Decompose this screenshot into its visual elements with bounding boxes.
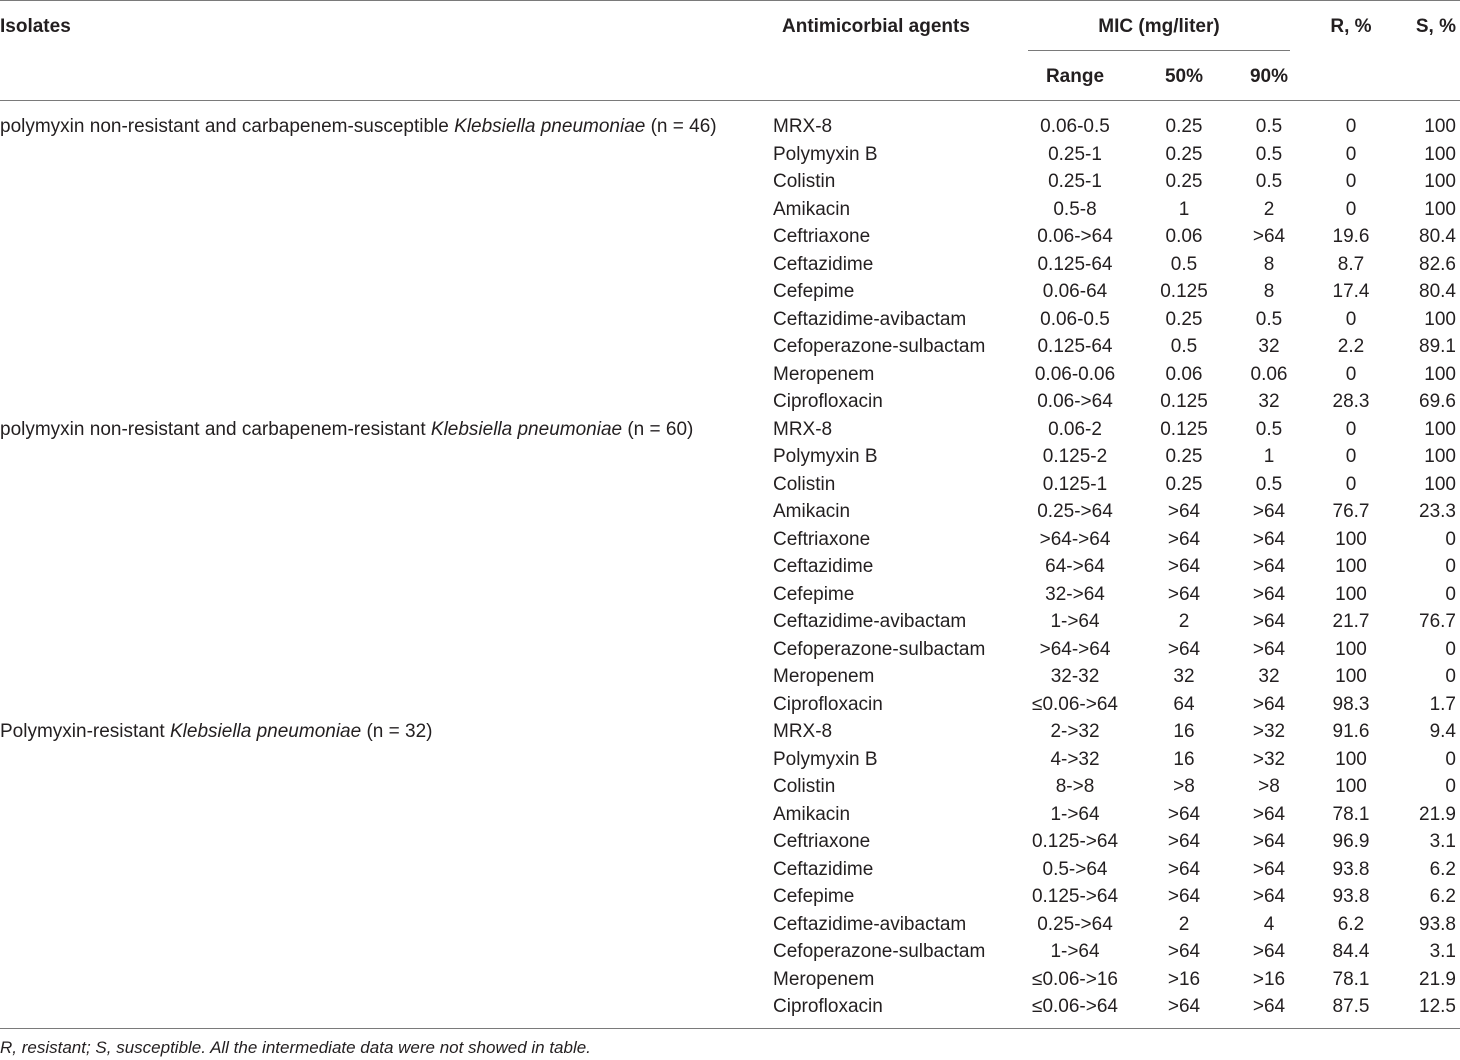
agent-cell: Meropenem (773, 666, 875, 687)
table-row (0, 801, 1460, 829)
mic90-cell: >64 (1252, 996, 1286, 1017)
table-row (0, 691, 1460, 719)
susceptible-cell: 1.7 (1429, 693, 1456, 715)
mic90-cell: >64 (1252, 858, 1286, 880)
resistant-cell: 0 (1345, 446, 1357, 467)
header-90-percent: 90% (1249, 66, 1289, 87)
susceptible-cell: 76.7 (1419, 611, 1456, 632)
resistant-cell: 6.2 (1337, 913, 1365, 935)
mic90-cell: 0.5 (1255, 171, 1283, 192)
susceptible-cell: 3.1 (1429, 941, 1456, 962)
table-row (0, 223, 1460, 251)
mic50-cell: 0.5 (1170, 253, 1198, 275)
susceptible-cell: 100 (1424, 116, 1456, 137)
mic50-cell: 0.125 (1160, 391, 1208, 412)
agent-cell: Cefepime (773, 281, 855, 302)
mic50-cell: 0.25 (1165, 143, 1203, 165)
mic90-cell: >32 (1252, 748, 1286, 770)
table-row (0, 141, 1460, 169)
table-row (0, 883, 1460, 911)
resistant-cell: 0 (1345, 198, 1357, 220)
resistant-cell: 96.9 (1332, 831, 1370, 852)
header-mic: MIC (mg/liter) (1098, 16, 1220, 37)
mic90-cell: >64 (1252, 693, 1286, 715)
resistant-cell: 0 (1345, 116, 1357, 137)
resistant-cell: 2.2 (1337, 336, 1365, 357)
mic90-cell: 1 (1263, 446, 1275, 467)
mic50-cell: 0.25 (1165, 308, 1203, 330)
agent-cell: MRX-8 (773, 116, 833, 137)
table-footnote: R, resistant; S, susceptible. All the intermediate data were not showed in table. (0, 1038, 591, 1057)
agent-cell: Cefoperazone-sulbactam (773, 941, 986, 962)
table-row (0, 663, 1460, 691)
range-cell: 4->32 (1050, 748, 1100, 770)
mic50-cell: >64 (1167, 803, 1201, 825)
range-cell: 1->64 (1050, 941, 1100, 962)
agent-cell: Cefepime (773, 886, 855, 907)
range-cell: ≤0.06->16 (1032, 968, 1118, 990)
susceptible-cell: 9.4 (1429, 721, 1456, 742)
range-cell: ≤0.06->64 (1032, 693, 1118, 715)
agent-cell: MRX-8 (773, 721, 833, 742)
susceptible-cell: 100 (1424, 308, 1456, 330)
mic50-cell: >64 (1167, 638, 1201, 660)
mic90-cell: >64 (1252, 831, 1286, 852)
agent-cell: Ceftriaxone (773, 528, 871, 550)
mic50-cell: 32 (1173, 666, 1195, 687)
mic50-cell: >64 (1167, 501, 1201, 522)
table-row (0, 856, 1460, 884)
range-cell: >64->64 (1039, 638, 1111, 660)
table-row (0, 333, 1460, 361)
resistant-cell: 19.6 (1332, 226, 1370, 247)
mic50-cell: 64 (1173, 693, 1195, 715)
susceptible-cell: 21.9 (1419, 803, 1456, 825)
susceptible-cell: 23.3 (1419, 501, 1456, 522)
susceptible-cell: 0 (1445, 776, 1456, 797)
range-cell: 32-32 (1050, 666, 1100, 687)
agent-cell: Cefoperazone-sulbactam (773, 638, 986, 660)
mic50-cell: 16 (1173, 721, 1195, 742)
mic90-cell: 32 (1258, 336, 1280, 357)
mic50-cell: 0.125 (1160, 418, 1208, 440)
mic50-cell: >64 (1167, 941, 1201, 962)
mic90-cell: >64 (1252, 501, 1286, 522)
agent-cell: Cefepime (773, 583, 855, 605)
agent-cell: Polymyxin B (773, 446, 878, 467)
agent-cell: Ceftriaxone (773, 831, 871, 852)
mic90-cell: 32 (1258, 666, 1280, 687)
table-row (0, 828, 1460, 856)
range-cell: 0.5-8 (1053, 198, 1097, 220)
mic90-cell: 0.5 (1255, 116, 1283, 137)
mic50-cell: 0.06 (1165, 226, 1203, 247)
range-cell: 0.06-0.5 (1040, 116, 1110, 137)
range-cell: 0.125-64 (1037, 253, 1113, 275)
susceptible-cell: 3.1 (1429, 831, 1456, 852)
susceptible-cell: 100 (1424, 171, 1456, 192)
table-row (0, 113, 1460, 141)
mic50-cell: 2 (1178, 611, 1190, 632)
range-cell: 0.125-64 (1037, 336, 1113, 357)
table-row (0, 608, 1460, 636)
mic50-cell: 2 (1178, 913, 1190, 935)
resistant-cell: 84.4 (1332, 941, 1370, 962)
header-bottom-rule (0, 100, 1460, 101)
mic50-cell: 0.06 (1165, 363, 1203, 385)
resistant-cell: 100 (1335, 556, 1367, 577)
range-cell: 0.25->64 (1037, 913, 1113, 935)
table-row (0, 168, 1460, 196)
mic90-cell: 8 (1263, 253, 1275, 275)
mic90-cell: 0.5 (1255, 308, 1283, 330)
range-cell: 64->64 (1045, 556, 1105, 577)
mic90-cell: 0.5 (1255, 473, 1283, 495)
mic90-cell: >64 (1252, 886, 1286, 907)
range-cell: 0.125->64 (1031, 886, 1119, 907)
resistant-cell: 0 (1345, 171, 1357, 192)
table-row (0, 993, 1460, 1021)
range-cell: 0.125->64 (1031, 831, 1119, 852)
susceptible-cell: 89.1 (1419, 336, 1456, 357)
range-cell: 0.06-64 (1042, 281, 1108, 302)
susceptible-cell: 6.2 (1429, 886, 1456, 907)
resistant-cell: 0 (1345, 363, 1357, 385)
mic50-cell: >64 (1167, 583, 1201, 605)
range-cell: 2->32 (1050, 721, 1100, 742)
table-row (0, 251, 1460, 279)
resistant-cell: 0 (1345, 308, 1357, 330)
table-row (0, 553, 1460, 581)
agent-cell: MRX-8 (773, 418, 833, 440)
mic50-cell: 0.25 (1165, 116, 1203, 137)
resistant-cell: 21.7 (1332, 611, 1370, 632)
header-susceptible-percent: S, % (1415, 16, 1456, 37)
resistant-cell: 100 (1335, 583, 1367, 605)
agent-cell: Ciprofloxacin (773, 996, 883, 1017)
susceptible-cell: 80.4 (1419, 226, 1456, 247)
mic50-cell: >64 (1167, 556, 1201, 577)
resistant-cell: 100 (1335, 666, 1367, 687)
susceptible-cell: 0 (1445, 748, 1456, 770)
mic50-cell: 0.25 (1165, 473, 1203, 495)
mic90-cell: >64 (1252, 556, 1286, 577)
agent-cell: Cefoperazone-sulbactam (773, 336, 986, 357)
header-antimicrobial-agents: Antimicorbial agents (782, 16, 970, 37)
susceptible-cell: 100 (1424, 363, 1456, 385)
resistant-cell: 100 (1335, 748, 1367, 770)
range-cell: 8->8 (1055, 776, 1095, 797)
resistant-cell: 76.7 (1332, 501, 1370, 522)
mic90-cell: 4 (1263, 913, 1275, 935)
mic50-cell: 0.5 (1170, 336, 1198, 357)
bottom-rule (0, 1028, 1460, 1029)
header-50-percent: 50% (1164, 66, 1204, 87)
table-row (0, 471, 1460, 499)
table-row (0, 306, 1460, 334)
susceptible-cell: 80.4 (1419, 281, 1456, 302)
header-isolates: Isolates (0, 16, 71, 37)
mic50-cell: >16 (1167, 968, 1201, 990)
mic90-cell: >8 (1258, 776, 1280, 797)
susceptible-cell: 100 (1424, 143, 1456, 165)
agent-cell: Ceftriaxone (773, 226, 871, 247)
susceptible-cell: 0 (1445, 638, 1456, 660)
susceptible-cell: 82.6 (1419, 253, 1456, 275)
range-cell: 1->64 (1050, 611, 1100, 632)
resistant-cell: 0 (1345, 418, 1357, 440)
agent-cell: Ceftazidime-avibactam (773, 913, 967, 935)
header-range: Range (1045, 66, 1105, 87)
mic90-cell: 2 (1263, 198, 1275, 220)
range-cell: 32->64 (1045, 583, 1105, 605)
resistant-cell: 100 (1335, 776, 1367, 797)
table-row (0, 388, 1460, 416)
mic50-cell: 0.25 (1165, 446, 1203, 467)
resistant-cell: 8.7 (1337, 253, 1365, 275)
agent-cell: Ceftazidime-avibactam (773, 611, 967, 632)
susceptible-cell: 69.6 (1419, 391, 1456, 412)
agent-cell: Colistin (773, 776, 836, 797)
susceptible-cell: 6.2 (1429, 858, 1456, 880)
range-cell: 0.06->64 (1037, 226, 1113, 247)
susceptible-cell: 100 (1424, 198, 1456, 220)
mic90-cell: 8 (1263, 281, 1275, 302)
resistant-cell: 78.1 (1332, 968, 1370, 990)
mic50-cell: 1 (1178, 198, 1190, 220)
isolate-label: polymyxin non-resistant and carbapenem-susceptible Klebsiella pneumoniae (n = 46) (0, 116, 717, 137)
range-cell: 0.5->64 (1042, 858, 1108, 880)
mic90-cell: 32 (1258, 391, 1280, 412)
mic90-cell: >64 (1252, 611, 1286, 632)
agent-cell: Meropenem (773, 363, 875, 385)
mic90-cell: >64 (1252, 528, 1286, 550)
range-cell: 0.06->64 (1037, 391, 1113, 412)
mic50-cell: >64 (1167, 528, 1201, 550)
table-row (0, 278, 1460, 306)
susceptible-cell: 100 (1424, 446, 1456, 467)
agent-cell: Amikacin (773, 501, 851, 522)
mic50-cell: >64 (1167, 996, 1201, 1017)
mic50-cell: >64 (1167, 831, 1201, 852)
susceptible-cell: 93.8 (1419, 913, 1456, 935)
range-cell: 0.25-1 (1048, 171, 1102, 192)
susceptible-cell: 0 (1445, 556, 1456, 577)
agent-cell: Ceftazidime (773, 858, 874, 880)
table-row (0, 581, 1460, 609)
range-cell: 1->64 (1050, 803, 1100, 825)
resistant-cell: 0 (1345, 473, 1357, 495)
resistant-cell: 78.1 (1332, 803, 1370, 825)
resistant-cell: 17.4 (1332, 281, 1370, 302)
table-row (0, 361, 1460, 389)
range-cell: >64->64 (1039, 528, 1111, 550)
top-rule (0, 0, 1460, 1)
agent-cell: Ceftazidime (773, 556, 874, 577)
mic50-cell: 16 (1173, 748, 1195, 770)
mic50-cell: >64 (1167, 858, 1201, 880)
susceptible-cell: 0 (1445, 666, 1456, 687)
mic50-cell: 0.25 (1165, 171, 1203, 192)
mic90-cell: 0.5 (1255, 418, 1283, 440)
table-row (0, 526, 1460, 554)
resistant-cell: 91.6 (1332, 721, 1370, 742)
table-row (0, 966, 1460, 994)
mic90-cell: >64 (1252, 583, 1286, 605)
table-row (0, 196, 1460, 224)
range-cell: 0.06-2 (1048, 418, 1102, 440)
resistant-cell: 28.3 (1332, 391, 1370, 412)
agent-cell: Ceftazidime (773, 253, 874, 275)
range-cell: 0.125-2 (1042, 446, 1108, 467)
table-row (0, 443, 1460, 471)
isolate-label: polymyxin non-resistant and carbapenem-resistant Klebsiella pneumoniae (n = 60) (0, 418, 694, 440)
resistant-cell: 93.8 (1332, 886, 1370, 907)
table-row (0, 746, 1460, 774)
agent-cell: Ciprofloxacin (773, 391, 883, 412)
range-cell: 0.125-1 (1042, 473, 1108, 495)
susceptible-cell: 0 (1445, 528, 1456, 550)
resistant-cell: 87.5 (1332, 996, 1370, 1017)
susceptible-cell: 100 (1424, 473, 1456, 495)
mic90-cell: >64 (1252, 226, 1286, 247)
mic50-cell: >8 (1173, 776, 1195, 797)
header-resistant-percent: R, % (1330, 16, 1372, 37)
mic90-cell: 0.06 (1250, 363, 1288, 385)
table-row (0, 773, 1460, 801)
agent-cell: Polymyxin B (773, 143, 878, 165)
table-row (0, 938, 1460, 966)
mic50-cell: 0.125 (1160, 281, 1208, 302)
susceptible-cell: 0 (1445, 583, 1456, 605)
susceptible-cell: 100 (1424, 418, 1456, 440)
mic90-cell: >64 (1252, 941, 1286, 962)
resistant-cell: 100 (1335, 528, 1367, 550)
resistant-cell: 0 (1345, 143, 1357, 165)
table-row (0, 636, 1460, 664)
mic90-cell: >64 (1252, 803, 1286, 825)
agent-cell: Meropenem (773, 968, 875, 990)
table-row (0, 911, 1460, 939)
mic90-cell: >64 (1252, 638, 1286, 660)
agent-cell: Polymyxin B (773, 748, 878, 770)
susceptible-cell: 21.9 (1419, 968, 1456, 990)
range-cell: 0.06-0.5 (1040, 308, 1110, 330)
range-cell: 0.25-1 (1048, 143, 1102, 165)
agent-cell: Ciprofloxacin (773, 693, 883, 715)
range-cell: 0.25->64 (1037, 501, 1113, 522)
table-row (0, 498, 1460, 526)
isolate-label: Polymyxin-resistant Klebsiella pneumoniae (n = 32) (0, 721, 433, 742)
table-row (0, 718, 1460, 746)
mic-subheader-rule (1028, 50, 1290, 51)
range-cell: 0.06-0.06 (1034, 363, 1116, 385)
resistant-cell: 100 (1335, 638, 1367, 660)
range-cell: ≤0.06->64 (1032, 996, 1118, 1017)
mic90-cell: >32 (1252, 721, 1286, 742)
agent-cell: Colistin (773, 473, 836, 495)
agent-cell: Amikacin (773, 803, 851, 825)
mic90-cell: >16 (1252, 968, 1286, 990)
mic90-cell: 0.5 (1255, 143, 1283, 165)
resistant-cell: 98.3 (1332, 693, 1370, 715)
susceptible-cell: 12.5 (1419, 996, 1456, 1017)
table-row (0, 416, 1460, 444)
agent-cell: Ceftazidime-avibactam (773, 308, 967, 330)
agent-cell: Colistin (773, 171, 836, 192)
agent-cell: Amikacin (773, 198, 851, 220)
resistant-cell: 93.8 (1332, 858, 1370, 880)
mic50-cell: >64 (1167, 886, 1201, 907)
